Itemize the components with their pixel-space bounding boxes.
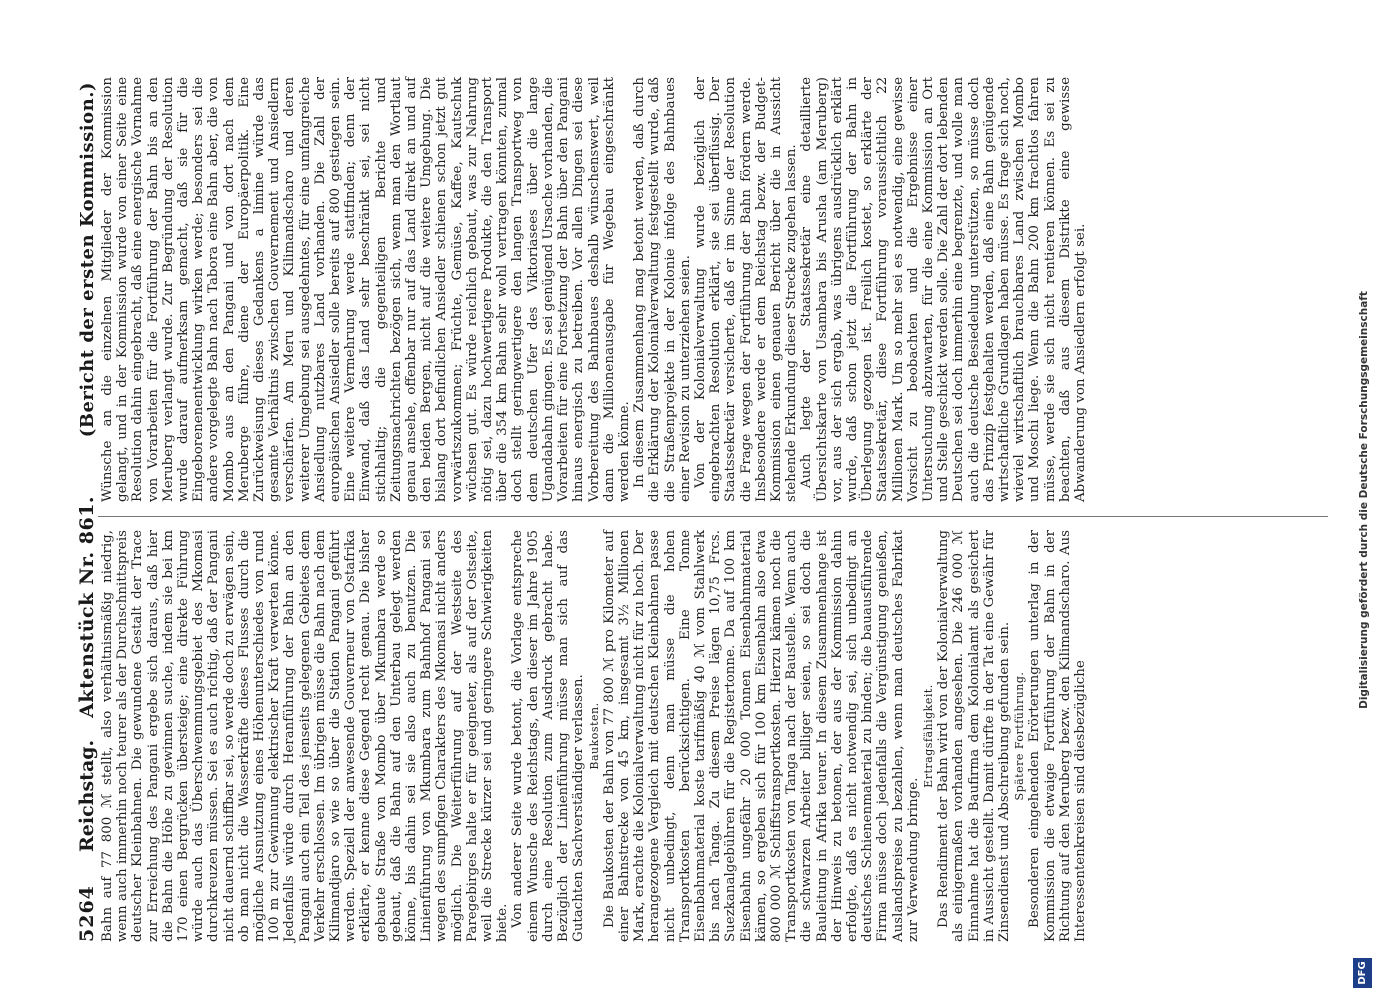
paragraph: Auch legte der Staatssekretär eine detaillierte Übersichtskarte von Usambara bis Arusha (am Meruberg) vor, aus der sich ergab, was übrigens ausdrücklich erklärt wurde, daß schon jetzt die Fortführung der Bahn in Überlegung gezogen ist. Freilich kostet, so erklärte der Staatssekretär, diese Fortführung voraussichtlich 22 Millionen Mark. Um so mehr sei es notwendig, eine gewisse Vorsicht zu beobachten und die Ergebnisse einer Untersuchung abzuwarten, für die eine Kommission an Ort und Stelle geschickt werden solle. Die Zahl der dort lebenden Deutschen sei doch immerhin eine begrenzte, und wolle man auch die deutsche Besiedelung unterstützen, so müsse doch das Prinzip festgehalten werden, daß eine Bahn genügende wirtschaftliche Grundlagen haben müsse. Es frage sich noch, wieviel wirtschaftlich brauchbares Land zwischen Mombo und Moschi liege. Wenn die Bahn 200 km frachtlos fahren müsse, werde sie sich nicht rentieren können. Es sei zu beachten, daß aus diesem Distrikte eine gewisse Abwanderung von Ansiedlern erfolgt sei.	[799, 77, 1088, 502]
section-heading-ertragsfaehigkeit: Ertragsfähigkeit.	[921, 684, 935, 788]
paragraph: Die Baukosten der Bahn von 77 800 ℳ pro Kilometer auf einer Bahnstrecke von 45 km, insgesamt 3½ Millionen Mark, erachte die Kolonialverwaltung nicht für zu hoch. Der herangezogene Vergleich mit deutschen Kleinbahnen passe nicht unbedingt, denn man müsse die hohen Transportkosten berücksichtigen. Eine Tonne Eisenbahnmaterial koste tarifmäßig 40 ℳ vom Stahlwerk bis nach Tanga. Zu diesem Preise lägen 10,75 Frcs. Suezkanalgebühren für die Registertonne. Da auf 100 km Eisenbahn ungefähr 20 000 Tonnen Eisenbahnmaterial kämen, so ergeben sich für 100 km Eisenbahn also etwa 800 000 ℳ Schiffstransportkosten. Hierzu kämen noch die Transportkosten von Tanga nach der Baustelle. Wenn auch die schwarzen Arbeiter billiger seien, so sei doch die Bauleitung in Afrika teurer. In diesem Zusammenhange ist der Hinweis zu betonen, der aus der Kommission dahin erfolgte, daß es nicht notwendig sei, sich unbedingt an deutsches Schienenmaterial zu binden; die bauausführende Firma müsse doch jedenfalls die Vergünstigung genießen, Auslandspreise zu bezahlen, wenn man deutsches Fabrikat zur Verwendung bringe.	[601, 530, 921, 942]
document-number: Aktenstück Nr. 861.	[76, 495, 98, 718]
page-number: 5264	[76, 885, 98, 942]
paragraph: Bahn auf 77 800 ℳ stellt, also verhältnismäßig niedrig, wenn auch immerhin noch teurer als der Durchschnittspreis deutscher Kleinbahnen. Die gewundene Gestalt der Trace zur Erreichung des Pangani ergebe sich daraus, daß hier die Bahn die Höhe zu gewinnen suche, indem sie bei km 170 einen Bergrücken übersteige; eine direkte Führung würde auch das Überschwemmungsgebiet des Mkomasi durchkreuzen müssen. Sei es auch richtig, daß der Pangani nicht dauernd schiffbar sei, so werde doch zu erwägen sein, ob man nicht die Wasserkräfte dieses Flusses durch die mögliche Ausnutzung eines Höhenunterschiedes von rund 100 m zur Gewinnung elektrischer Kraft verwerten könne. Jedenfalls würde durch Heranführung der Bahn an den Pangani auch ein Teil des jenseits gelegenen Gebietes dem Verkehr erschlossen. Im übrigen müsse die Bahn nach dem Kilimandjaro so wie so über die Station Pangani geführt werden. Speziell der anwesende Gouverneur von Ostafrika erklärte, er kenne diese Gegend recht genau. Die bisher gebaute Straße von Mombo über Mkumbara werde so gebaut, daß die Bahn auf den Unterbau gelegt werden könne, bis dahin sei sie also auch zu benutzen. Die Linienführung von Mkumbara zum Bahnhof Pangani sei wegen des sumpfigen Charakters des Mkomasi nicht anders möglich. Die Weiterführung auf der Westseite des Paregebirges halte er für geeigneter, als auf der Ostseite, weil die Strecke kürzer sei und geringere Schwierigkeiten biete.	[100, 530, 511, 942]
column-divider	[98, 516, 1328, 517]
paragraph: Besonderen eingehenden Erörterungen unterlag in der Kommission die etwaige Fortführung der Bahn in der Richtung auf den Meruberg bezw. den Kilimandscharo. Aus Interessentenkreisen sind diesbezügliche	[1027, 530, 1088, 942]
report-title: (Bericht der ersten Kommission.)	[77, 82, 98, 438]
body-title: Reichstag.	[76, 739, 98, 852]
section-heading-baukosten: Baukosten.	[587, 702, 601, 770]
paragraph: Von der Kolonialverwaltung wurde bezüglich der eingebrachten Resolution erklärt, sie sei überflüssig. Der Staatssekretär versicherte, daß er im Sinne der Resolution die Frage wegen der Fortführung der Bahn fördern werde. Insbesondere werde er dem Reichstag bezw. der Budget-Kommission einen genauen Bericht über die in Aussicht stehende Erkundung dieser Strecke zugehen lassen.	[692, 77, 800, 502]
paragraph: Von anderer Seite wurde betont, die Vorlage entspreche einem Wunsche des Reichstags, den dieser im Jahre 1905 durch eine Resolution zum Ausdruck gebracht habe. Bezüglich der Linienführung müsse man sich auf das Gutachten Sachverständiger verlassen.	[510, 530, 587, 942]
running-title	[76, 437, 98, 852]
paragraph: Wünsche an die einzelnen Mitglieder der Kommission gelangt, und in der Kommission wurde von einer Seite eine Resolution dahin eingebracht, daß eine energische Vornahme von Vorarbeiten für die Fortführung der Bahn bis an den Meruberg verlangt wurde. Zur Begründung der Resolution wurde darauf aufmerksam gemacht, daß sie für die Eingeborenenentwicklung wirken werde; besonders sei die andere vorgelegte Bahn nach Tabora eine Bahn aber, die von Mombo aus an den Pangani und von dort nach dem Meruberge führe, diene der Europäerpolitik. Eine Zurückweisung dieses Gedankens a limine würde das gesamte Verhältnis zwischen Gouvernement und Ansiedlern verschärfen. Am Meru und Kilimandscharo und deren weiterer Umgebung sei ausgedehntes, für eine umfangreiche Ansiedlung nutzbares Land vorhanden. Die Zahl der europäischen Ansiedler solle bereits auf 800 gestiegen sein. Eine weitere Vermehrung werde stattfinden; denn der Einwand, daß das Land sehr beschränkt sei, sei nicht stichhaltig; die gegenteiligen Berichte und Zeitungsnachrichten bezögen sich, wenn man den Wortlaut genau ansehe, offenbar nur auf das Land direkt an und auf den beiden Bergen, nicht auf die weitere Umgebung. Die bislang dort befindlichen Ansiedler schienen schon jetzt gut vorwärtszukommen; Früchte, Gemüse, Kaffee, Kautschuk wüchsen gut. Es würde reichlich gebaut, was zur Nahrung nötig sei, dazu hochwertigere Produkte, die den Transport über die 354 km Bahn sehr wohl vertragen könnten, zumal doch stellt geringwertigere den langen Transportweg von dem deutschen Ufer des Viktoriasees über die lange Ugandabahn gingen. Es sei genügend Ursache vorhanden, die Vorarbeiten für eine Fortsetzung der Bahn über den Pangani hinaus energisch zu betreiben. Vor allen Dingen sei diese Vorbereitung des Bahnbaues deshalb wünschenswert, weil dann die Millionenausgabe für Wegebau eingeschränkt werden könne.	[100, 77, 632, 502]
left-column	[100, 530, 1088, 942]
paragraph: In diesem Zusammenhang mag betont werden, daß durch die Erklärung der Kolonialverwaltung festgestellt wurde, daß die Straßenprojekte in der Kolonie infolge des Bahnbaues einer Revision zu unterziehen seien.	[632, 77, 693, 502]
page-header	[58, 82, 98, 942]
section-heading-spaetere-fortfuehrung: Spätere Fortführung.	[1013, 671, 1027, 801]
paragraph: Das Rendiment der Bahn wird von der Kolonialverwaltung als einigermaßen vorhanden angesehen. Die 246 000 ℳ Einnahme hat die Baufirma dem Kolonialamt als gesichert in Aussicht gestellt. Damit dürfte in der Tat eine Gewähr für Zinsendienst und Abschreibung gefunden sein.	[936, 530, 1012, 942]
digitization-note: Digitalisierung gefördert durch die Deutsche Forschungsgemeinschaft	[1358, 291, 1370, 709]
right-column	[100, 77, 1088, 502]
dfg-logo: DFG	[1353, 958, 1372, 988]
